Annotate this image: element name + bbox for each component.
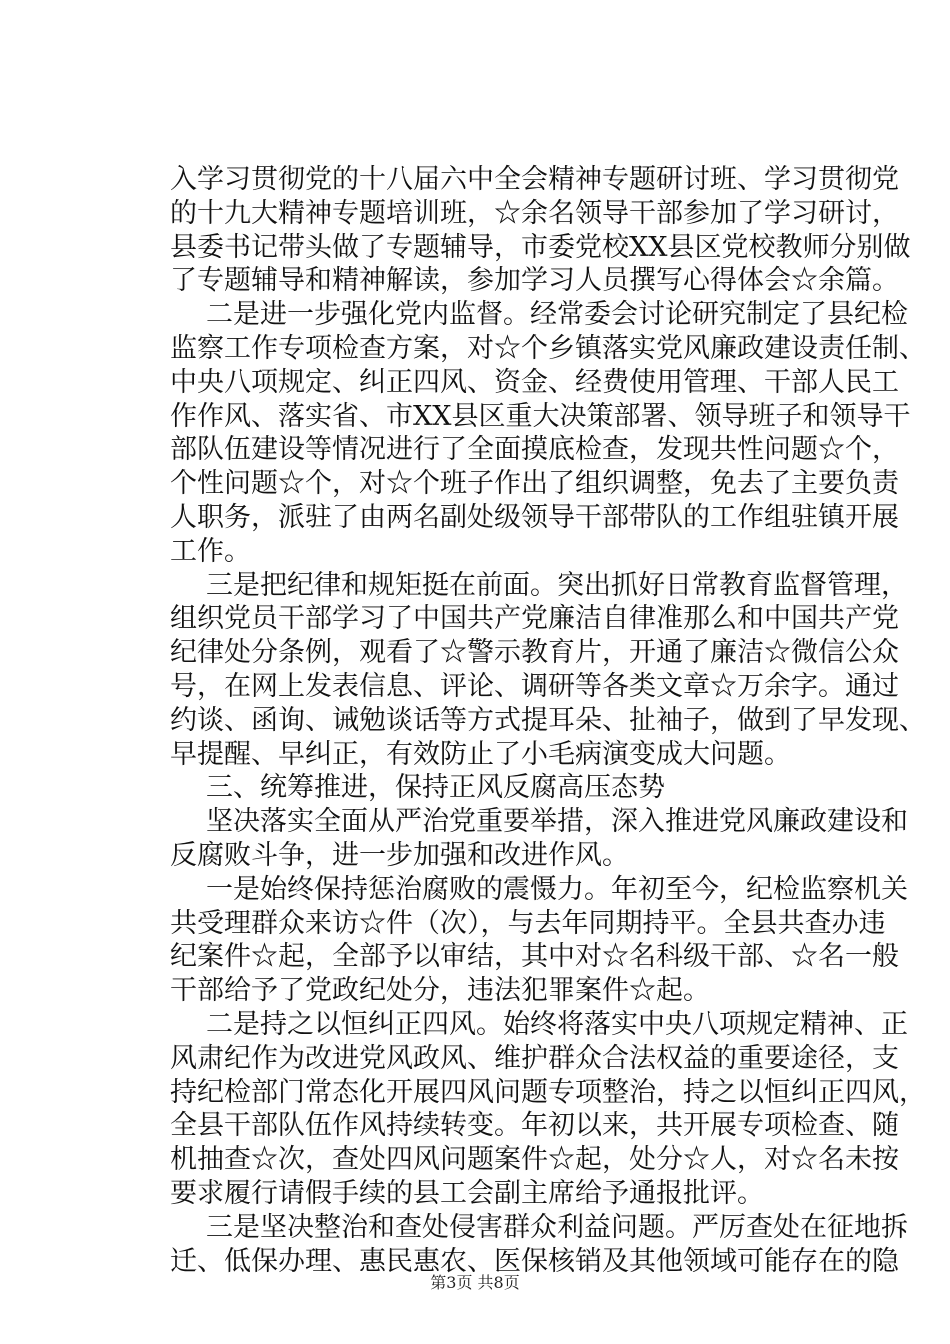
text-line: 三是坚决整治和查处侵害群众利益问题。严厉查处在征地拆 — [206, 1211, 908, 1243]
page-footer: 第3页 共8页 — [430, 1273, 520, 1292]
text-line: 约谈、函询、诫勉谈话等方式提耳朵、扯袖子，做到了早发现、 — [170, 704, 926, 736]
text-line: 二是持之以恒纠正四风。始终将落实中央八项规定精神、正 — [206, 1008, 908, 1040]
text-line: 监察工作专项检查方案，对☆个乡镇落实党风廉政建设责任制、 — [170, 332, 926, 364]
paragraph — [170, 771, 832, 805]
text-line: 入学习贯彻党的十八届六中全会精神专题研讨班、学习贯彻党 — [170, 164, 899, 195]
paragraph — [170, 1008, 926, 1211]
text-line: 坚决落实全面从严治党重要举措，深入推进党风廉政建设和 — [206, 806, 908, 838]
text-line: 三是把纪律和规矩挺在前面。突出抓好日常教育监督管理， — [206, 569, 908, 601]
text-line: 一是始终保持惩治腐败的震慑力。年初至今，纪检监察机关 — [206, 873, 908, 905]
text-line: 的十九大精神专题培训班，☆余名领导干部参加了学习研讨， — [170, 197, 899, 229]
text-line: 全县干部队伍作风持续转变。年初以来，共开展专项检查、随 — [170, 1110, 899, 1142]
text-line: 工作。 — [170, 535, 251, 567]
paragraph — [170, 298, 926, 568]
text-line: 要求履行请假手续的县工会副主席给予通报批评。 — [170, 1177, 764, 1209]
text-line: 迁、低保办理、惠民惠农、医保核销及其他领域可能存在的隐 — [170, 1245, 899, 1277]
text-line: 号，在网上发表信息、评论、调研等各类文章☆万余字。通过 — [170, 670, 899, 702]
paragraph — [170, 163, 911, 298]
text-line: 三、统筹推进，保持正风反腐高压态势 — [206, 772, 665, 804]
text-line: 组织党员干部学习了中国共产党廉洁自律准那么和中国共产党 — [170, 603, 899, 635]
text-line: 作作风、落实省、市XX县区重大决策部署、领导班子和领导干 — [170, 400, 911, 432]
text-line: 风肃纪作为改进党风政风、维护群众合法权益的重要途径，支 — [170, 1042, 899, 1074]
text-line: 人职务，派驻了由两名副处级领导干部带队的工作组驻镇开展 — [170, 501, 899, 533]
paragraph — [170, 805, 908, 873]
text-line: 中央八项规定、纠正四风、资金、经费使用管理、干部人民工 — [170, 366, 899, 398]
text-line: 了专题辅导和精神解读，参加学习人员撰写心得体会☆余篇。 — [170, 265, 899, 297]
text-line: 部队伍建设等情况进行了全面摸底检查，发现共性问题☆个， — [170, 434, 899, 466]
text-line: 二是进一步强化党内监督。经常委会讨论研究制定了县纪检 — [206, 299, 908, 331]
text-line: 个性问题☆个，对☆个班子作出了组织调整，免去了主要负责 — [170, 468, 899, 500]
text-line: 反腐败斗争，进一步加强和改进作风。 — [170, 839, 629, 871]
document-body — [170, 163, 926, 1278]
text-line: 机抽查☆次，查处四风问题案件☆起，处分☆人，对☆名未按 — [170, 1144, 899, 1176]
text-line: 县委书记带头做了专题辅导，市委党校XX县区党校教师分别做 — [170, 231, 911, 263]
paragraph — [170, 873, 908, 1008]
text-line: 持纪检部门常态化开展四风问题专项整治，持之以恒纠正四风， — [170, 1076, 926, 1108]
text-line: 纪案件☆起，全部予以审结，其中对☆名科级干部、☆名一般 — [170, 941, 899, 973]
paragraph — [170, 1211, 908, 1279]
text-line: 干部给予了党政纪处分，违法犯罪案件☆起。 — [170, 975, 710, 1007]
text-line: 共受理群众来访☆件（次），与去年同期持平。全县共查办违 — [170, 907, 886, 939]
text-line: 早提醒、早纠正，有效防止了小毛病演变成大问题。 — [170, 738, 791, 770]
paragraph — [170, 569, 926, 772]
text-line: 纪律处分条例，观看了☆警示教育片，开通了廉洁☆微信公众 — [170, 637, 899, 669]
